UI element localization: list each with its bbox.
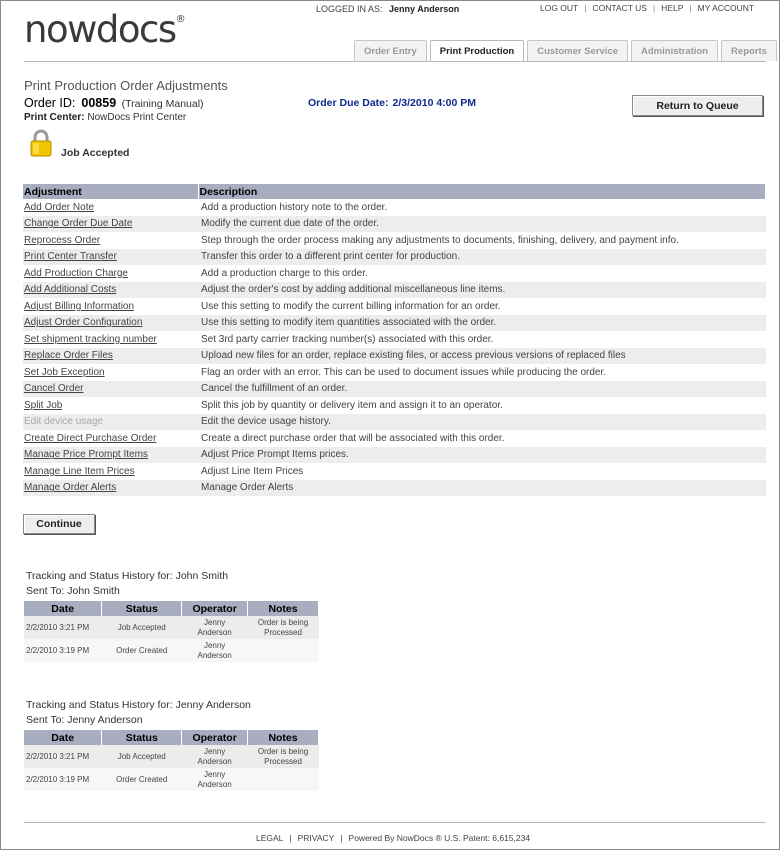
print-center-label: Print Center:	[24, 112, 85, 123]
manage-order-alerts-link[interactable]: Manage Order Alerts	[24, 482, 117, 494]
history-date: 2/2/2010 3:21 PM	[24, 616, 102, 639]
footer	[256, 833, 530, 843]
privacy-link[interactable]: PRIVACY	[297, 833, 335, 843]
column-header-date: Date	[24, 730, 102, 745]
history-status: Job Accepted	[102, 616, 182, 639]
table-row	[23, 463, 766, 480]
tab-order-entry[interactable]: Order Entry	[354, 40, 427, 61]
table-row	[23, 265, 766, 282]
history-table	[24, 730, 319, 791]
logout-link[interactable]: LOG OUT	[540, 3, 579, 13]
column-header-description: Description	[198, 184, 766, 199]
order-product: (Training Manual)	[121, 98, 204, 110]
history-title: Tracking and Status History for: John Smith	[26, 570, 229, 582]
row-description: Adjust the order's cost by adding additional miscellaneous line items.	[198, 282, 766, 299]
table-row	[23, 331, 766, 348]
logged-in-label: LOGGED IN AS:	[316, 4, 383, 14]
history-date: 2/2/2010 3:19 PM	[24, 768, 102, 791]
return-to-queue-button[interactable]: Return to Queue	[632, 95, 763, 116]
row-description: Step through the order process making any adjustments to documents, finishing, delivery, and payment info.	[201, 234, 679, 246]
table-row	[23, 397, 766, 414]
due-date-label: Order Due Date:	[308, 97, 389, 109]
column-header-notes: Notes	[248, 601, 319, 616]
column-header-adjustment: Adjustment	[23, 184, 198, 199]
table-header-row	[24, 601, 319, 616]
table-row	[23, 414, 766, 431]
table-row	[23, 364, 766, 381]
table-row	[24, 639, 319, 662]
cancel-order-link[interactable]: Cancel Order	[24, 383, 84, 395]
row-description: Set 3rd party carrier tracking number(s) associated with this order.	[201, 333, 494, 345]
split-job-link[interactable]: Split Job	[24, 399, 63, 411]
adjust-billing-information-link[interactable]: Adjust Billing Information	[24, 300, 135, 312]
history-operator: Jenny Anderson	[182, 639, 248, 662]
row-description: Use this setting to modify the current billing information for an order.	[201, 300, 501, 312]
history-operator: Jenny Anderson	[182, 745, 248, 768]
order-due-date	[308, 97, 476, 109]
print-center	[24, 112, 186, 123]
legal-link[interactable]: LEGAL	[256, 833, 284, 843]
table-row	[23, 298, 766, 315]
add-additional-costs-link[interactable]: Add Additional Costs	[24, 284, 117, 296]
row-description: Adjust Price Prompt Items prices.	[198, 447, 766, 464]
row-description: Adjust Line Item Prices	[201, 465, 304, 477]
lock-icon	[30, 129, 52, 157]
table-row	[23, 249, 766, 266]
column-header-notes: Notes	[248, 730, 319, 745]
history-status: Order Created	[102, 768, 182, 791]
manage-line-item-prices-link[interactable]: Manage Line Item Prices	[24, 465, 135, 477]
row-description: Add a production history note to the order.	[201, 201, 388, 213]
table-row	[23, 381, 766, 398]
help-link[interactable]: HELP	[661, 3, 684, 13]
table-row	[23, 430, 766, 447]
history-date: 2/2/2010 3:21 PM	[24, 745, 102, 768]
row-description: Cancel the fulfillment of an order.	[198, 381, 766, 398]
footer-divider	[24, 822, 766, 823]
job-status: Job Accepted	[61, 147, 130, 159]
manage-price-prompt-items-link[interactable]: Manage Price Prompt Items	[24, 449, 148, 461]
column-header-operator: Operator	[182, 601, 248, 616]
replace-order-files-link[interactable]: Replace Order Files	[24, 350, 113, 362]
history-date: 2/2/2010 3:19 PM	[24, 639, 102, 662]
logged-in-info	[316, 4, 459, 14]
divider: |	[584, 3, 587, 13]
order-id	[24, 96, 204, 110]
table-row	[23, 232, 766, 249]
contact-us-link[interactable]: CONTACT US	[592, 3, 647, 13]
divider: |	[689, 3, 692, 13]
divider: |	[340, 833, 343, 843]
print-center-value: NowDocs Print Center	[87, 112, 187, 123]
tab-reports[interactable]: Reports	[721, 40, 777, 61]
page-title: Print Production Order Adjustments	[24, 78, 228, 93]
my-account-link[interactable]: MY ACCOUNT	[697, 3, 755, 13]
row-description: Manage Order Alerts	[198, 480, 766, 497]
tab-underline	[24, 61, 766, 62]
reprocess-order-link[interactable]: Reprocess Order	[24, 234, 101, 246]
adjust-order-configuration-link[interactable]: Adjust Order Configuration	[24, 317, 143, 329]
main-tabs	[354, 40, 780, 62]
column-header-status: Status	[102, 730, 182, 745]
history-status: Order Created	[102, 639, 182, 662]
table-row	[24, 745, 319, 768]
table-header-row	[24, 730, 319, 745]
column-header-operator: Operator	[182, 730, 248, 745]
row-description: Split this job by quantity or delivery item and assign it to an operator.	[201, 399, 503, 411]
tab-print-production[interactable]: Print Production	[430, 40, 524, 62]
row-description: Add a production charge to this order.	[201, 267, 368, 279]
column-header-status: Status	[102, 601, 182, 616]
table-header-row	[23, 184, 766, 199]
history-notes	[248, 639, 319, 662]
powered-by: Powered By NowDocs ® U.S. Patent: 6,615,234	[348, 833, 531, 843]
history-sent-to: Sent To: John Smith	[26, 585, 120, 597]
history-operator: Jenny Anderson	[182, 768, 248, 791]
top-links	[540, 3, 754, 13]
set-job-exception-link[interactable]: Set Job Exception	[24, 366, 105, 378]
table-row	[23, 315, 766, 332]
history-sent-to: Sent To: Jenny Anderson	[26, 714, 143, 726]
history-status: Job Accepted	[102, 745, 182, 768]
change-order-due-date-link[interactable]: Change Order Due Date	[24, 218, 133, 230]
table-row	[23, 447, 766, 464]
history-notes: Order is being Processed	[248, 745, 319, 768]
continue-button[interactable]: Continue	[23, 514, 95, 534]
row-description: Modify the current due date of the order.	[198, 216, 766, 233]
table-row	[23, 348, 766, 365]
add-production-charge-link[interactable]: Add Production Charge	[24, 267, 128, 279]
row-description: Upload new files for an order, replace existing files, or access previous versions of replaced files	[198, 348, 766, 365]
row-description: Use this setting to modify item quantities associated with the order.	[198, 315, 766, 332]
history-operator: Jenny Anderson	[182, 616, 248, 639]
table-row	[23, 282, 766, 299]
tab-customer-service[interactable]: Customer Service	[527, 40, 628, 61]
divider: |	[652, 3, 656, 13]
divider: |	[289, 833, 292, 843]
column-header-date: Date	[24, 601, 102, 616]
table-row	[24, 616, 319, 639]
table-row	[23, 480, 766, 497]
logged-in-user: Jenny Anderson	[389, 4, 460, 14]
order-id-value: 00859	[81, 96, 117, 110]
history-notes	[248, 768, 319, 791]
set-shipment-tracking-link[interactable]: Set shipment tracking number	[24, 333, 157, 345]
create-direct-purchase-order-link[interactable]: Create Direct Purchase Order	[24, 432, 157, 444]
row-description: Transfer this order to a different print center for production.	[198, 249, 766, 266]
edit-device-usage-link: Edit device usage	[24, 416, 103, 428]
tab-administration[interactable]: Administration	[631, 40, 718, 61]
due-date-value: 2/3/2010 4:00 PM	[392, 97, 477, 109]
table-row	[23, 216, 766, 233]
history-table	[24, 601, 319, 662]
print-center-transfer-link[interactable]: Print Center Transfer	[24, 251, 117, 263]
history-title: Tracking and Status History for: Jenny Anderson	[26, 699, 251, 711]
adjustments-table	[23, 184, 766, 496]
table-row	[23, 199, 766, 216]
add-order-note-link[interactable]: Add Order Note	[24, 201, 95, 213]
order-id-label: Order ID:	[24, 96, 76, 110]
table-row	[24, 768, 319, 791]
row-description: Edit the device usage history.	[198, 414, 766, 431]
row-description: Flag an order with an error. This can be used to document issues while producing the order.	[201, 366, 607, 378]
row-description: Create a direct purchase order that will be associated with this order.	[201, 432, 505, 444]
nowdocs-logo[interactable]: nowdocs®	[24, 8, 185, 51]
history-notes: Order is being Processed	[248, 616, 319, 639]
